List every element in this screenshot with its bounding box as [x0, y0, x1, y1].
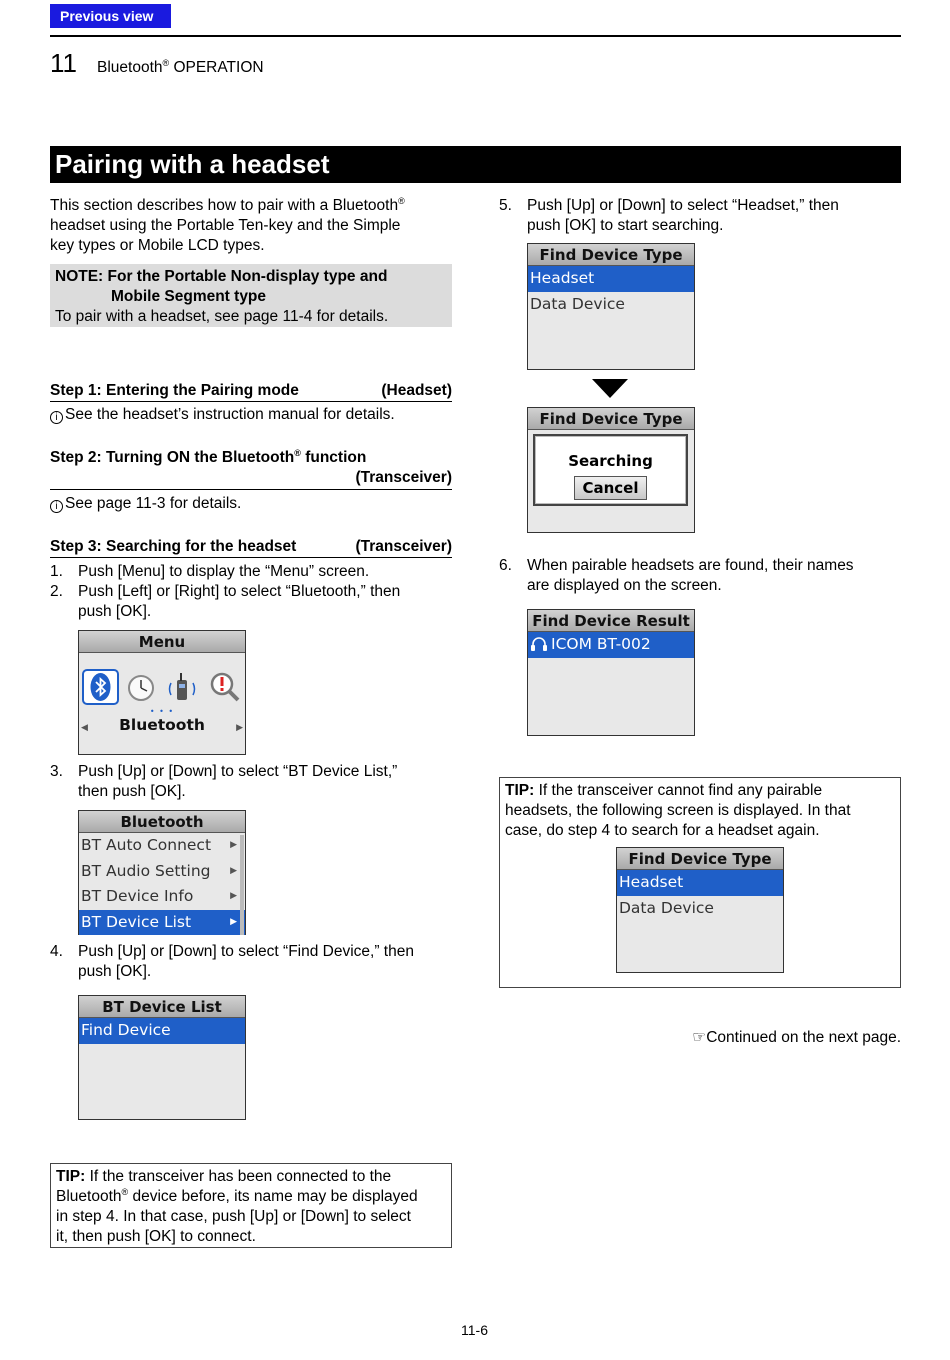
header-rule [50, 35, 901, 37]
list-item: Headset [617, 870, 783, 896]
previous-view-button[interactable]: Previous view [50, 4, 171, 28]
screen-title: Find Device Type [528, 408, 694, 430]
chevron-right-icon: ▶ [230, 865, 237, 876]
cancel-button[interactable]: Cancel [574, 476, 647, 500]
find-device-result-screen [527, 609, 695, 736]
list-item: 4. Push [Up] or [Down] to select “Find Device,” then push [OK]. [50, 943, 414, 980]
step2-info: i See page 11-3 for details. [50, 494, 241, 514]
list-item: Find Device [79, 1018, 245, 1044]
find-device-type-screen [527, 243, 695, 370]
chevron-right-icon: ▶ [230, 891, 237, 901]
menu-screen [78, 630, 246, 755]
note-box: NOTE: For the Portable Non-display type and Mobile Segment type To pair with a headset, see page 11-4 for details. [50, 264, 452, 327]
list-item: 2. Push [Left] or [Right] to select “Bluetooth,” then push [OK]. [50, 583, 401, 620]
list-item: Data Device [530, 294, 625, 313]
step1-heading: Step 1: Entering the Pairing mode (Headset) [50, 381, 452, 402]
tip-box-right: TIP: If the transceiver cannot find any pairable headsets, the following screen is displayed. In that case, do step 4 to search for a headset again. [499, 777, 901, 988]
radio-icon [167, 671, 197, 707]
list-item: 1. Push [Menu] to display the “Menu” screen. [50, 563, 370, 580]
page-dots: • • • [149, 707, 175, 716]
list-item: BT Auto Connect ▶ [79, 833, 245, 859]
chapter-number: 11 [50, 48, 77, 78]
list-item: Data Device [619, 898, 714, 917]
list-item: 3. Push [Up] or [Down] to select “BT Device List,” then push [OK]. [50, 763, 398, 800]
chevron-right-icon: ▶ [230, 840, 237, 850]
step1-info: i See the headset’s instruction manual for details. [50, 405, 395, 425]
bt-device-list-screen [78, 995, 246, 1120]
bluetooth-menu-icon [82, 669, 119, 705]
clock-icon [126, 673, 156, 707]
list-item: BT Device List ▶ [79, 910, 245, 936]
chevron-right-icon: ▶ [230, 916, 237, 927]
step3-heading: Step 3: Searching for the headset (Transceiver) [50, 537, 452, 558]
info-icon: i [50, 411, 63, 424]
chapter-title: Bluetooth® OPERATION [97, 58, 264, 76]
list-item: ICOM BT-002 [528, 632, 694, 658]
list-item: Headset [528, 266, 694, 292]
screen-title: Menu [79, 631, 245, 653]
menu-icons [79, 653, 245, 753]
right-arrow-icon: ▶ [236, 723, 243, 733]
left-arrow-icon: ◀ [81, 723, 88, 733]
bluetooth-screen [78, 810, 246, 935]
page-number: 11-6 [461, 1322, 488, 1338]
list-item: BT Audio Setting ▶ [79, 859, 245, 885]
screen-title: Find Device Result [528, 610, 694, 632]
tip-find-device-type-screen [616, 847, 784, 973]
list-item: BT Device Info ▶ [79, 884, 245, 910]
headset-icon [530, 635, 548, 661]
searching-message: Searching [568, 452, 653, 470]
menu-selected-label: Bluetooth [119, 716, 205, 734]
searching-dialog [533, 434, 688, 506]
screen-title: Find Device Type [617, 848, 783, 870]
intro-text: This section describes how to pair with a Bluetooth® headset using the Portable Ten-key and the Simple key types or Mobile LCD types. [50, 196, 405, 254]
list-item: 5. Push [Up] or [Down] to select “Headset,” then push [OK] to start searching. [499, 197, 839, 234]
searching-screen [527, 407, 695, 533]
info-icon: i [50, 500, 63, 513]
continued-note: ☞Continued on the next page. [692, 1029, 901, 1046]
screen-title: Find Device Type [528, 244, 694, 266]
section-title: Pairing with a headset [50, 146, 901, 183]
scrollbar [240, 835, 244, 935]
list-item: 6. When pairable headsets are found, their names are displayed on the screen. [499, 557, 854, 594]
screen-title: Bluetooth [79, 811, 245, 833]
search-alert-icon [209, 671, 241, 707]
down-arrow-icon [592, 379, 628, 398]
tip-box-left: TIP: If the transceiver has been connected to the Bluetooth® device before, its name may be displayed in step 4. In that case, push [Up] or [Down] to select it, then push [OK] to connect. [50, 1163, 452, 1248]
step2-heading: Step 2: Turning ON the Bluetooth® function (Transceiver) [50, 448, 452, 490]
pointing-hand-icon: ☞ [692, 1029, 707, 1046]
screen-title: BT Device List [79, 996, 245, 1018]
